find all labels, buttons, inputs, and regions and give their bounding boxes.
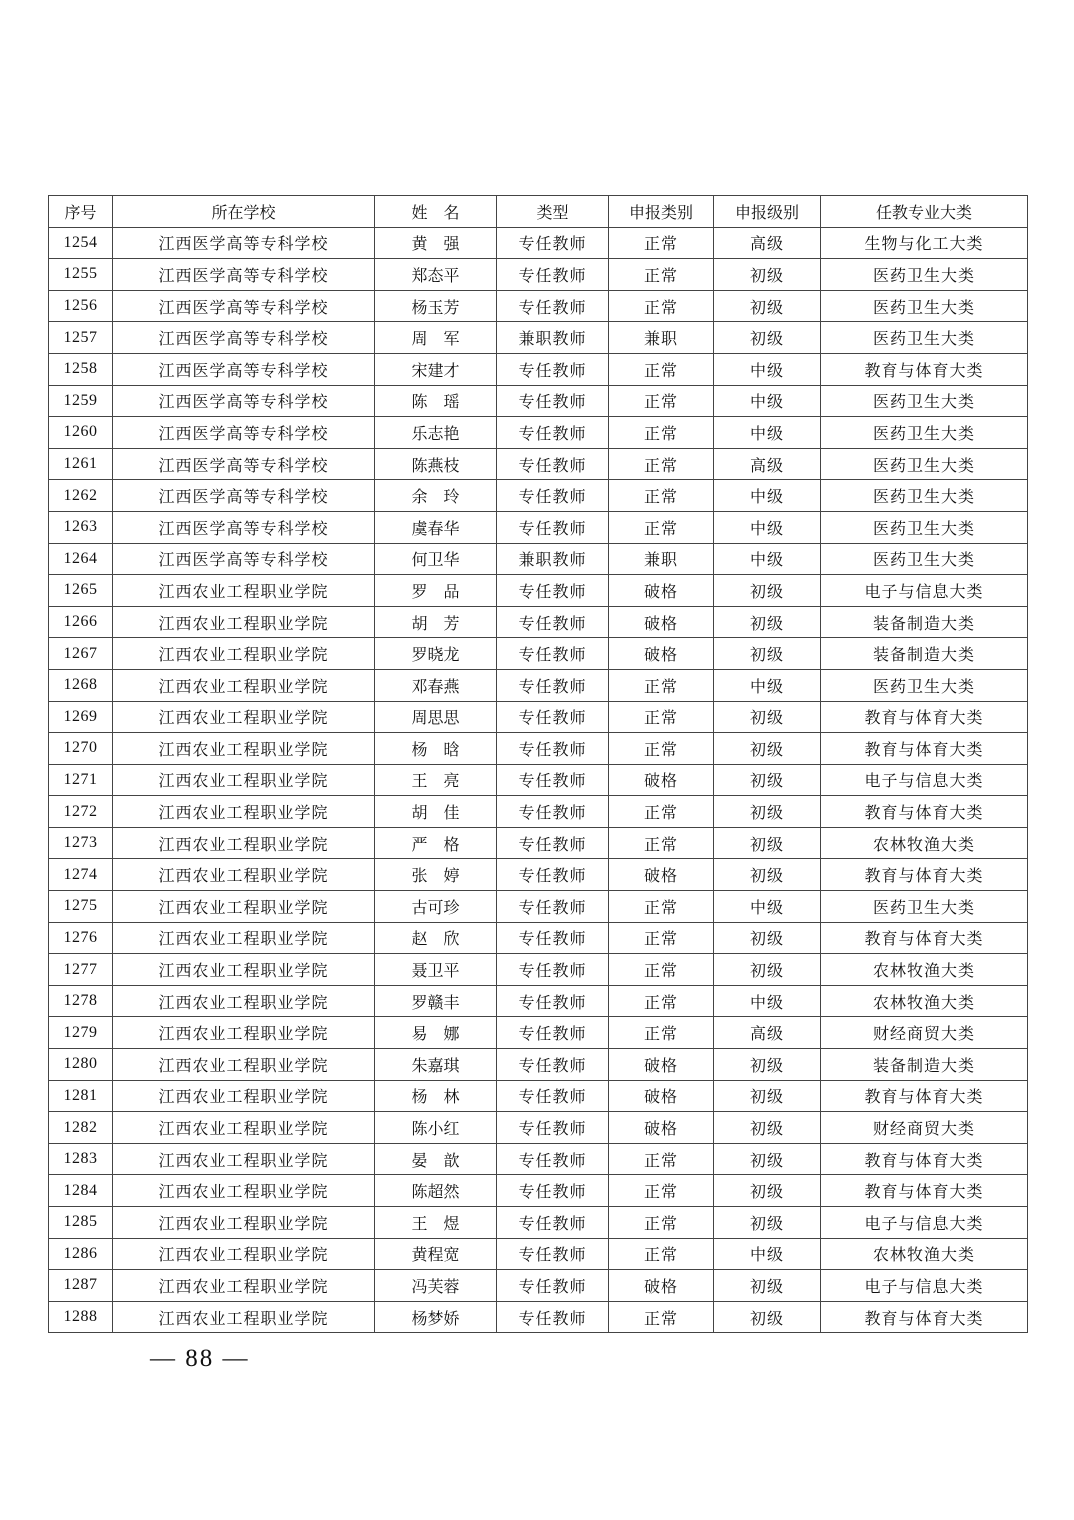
cell-apply-level: 初级 [714,290,821,322]
cell-type: 专任教师 [497,417,609,449]
cell-apply-category: 破格 [609,764,714,796]
cell-name: 聂卫平 [375,954,497,986]
table-row [49,290,1028,322]
cell-school: 江西农业工程职业学院 [113,669,375,701]
cell-seq: 1261 [49,448,113,480]
cell-major-category: 电子与信息大类 [821,1207,1028,1239]
cell-major-category: 教育与体育大类 [821,1175,1028,1207]
cell-seq: 1273 [49,827,113,859]
cell-school: 江西医学高等专科学校 [113,290,375,322]
header-major-category: 任教专业大类 [821,196,1028,228]
cell-apply-category: 兼职 [609,322,714,354]
cell-apply-level: 初级 [714,1080,821,1112]
cell-name: 邓春燕 [375,669,497,701]
cell-apply-level: 高级 [714,448,821,480]
table-row [49,227,1028,259]
cell-seq: 1263 [49,511,113,543]
cell-school: 江西农业工程职业学院 [113,796,375,828]
cell-major-category: 教育与体育大类 [821,1080,1028,1112]
cell-seq: 1287 [49,1270,113,1302]
cell-type: 专任教师 [497,290,609,322]
table-row [49,1112,1028,1144]
cell-seq: 1284 [49,1175,113,1207]
cell-school: 江西医学高等专科学校 [113,480,375,512]
cell-type: 专任教师 [497,827,609,859]
cell-name: 王 煜 [375,1207,497,1239]
cell-seq: 1267 [49,638,113,670]
cell-seq: 1274 [49,859,113,891]
cell-apply-category: 正常 [609,796,714,828]
table-row [49,417,1028,449]
header-seq: 序号 [49,196,113,228]
cell-school: 江西医学高等专科学校 [113,322,375,354]
cell-type: 专任教师 [497,480,609,512]
cell-name: 杨 晗 [375,733,497,765]
cell-name: 杨梦娇 [375,1301,497,1333]
cell-apply-category: 正常 [609,669,714,701]
cell-major-category: 农林牧渔大类 [821,1238,1028,1270]
cell-seq: 1264 [49,543,113,575]
table-row [49,385,1028,417]
cell-school: 江西农业工程职业学院 [113,701,375,733]
cell-major-category: 医药卫生大类 [821,448,1028,480]
cell-school: 江西农业工程职业学院 [113,606,375,638]
cell-type: 专任教师 [497,1080,609,1112]
cell-apply-category: 正常 [609,511,714,543]
cell-name: 罗赣丰 [375,985,497,1017]
table-row [49,1175,1028,1207]
cell-seq: 1276 [49,922,113,954]
cell-apply-category: 正常 [609,922,714,954]
cell-school: 江西医学高等专科学校 [113,259,375,291]
cell-school: 江西农业工程职业学院 [113,733,375,765]
table-row [49,985,1028,1017]
cell-school: 江西农业工程职业学院 [113,891,375,923]
cell-type: 专任教师 [497,922,609,954]
cell-type: 专任教师 [497,733,609,765]
table-row [49,575,1028,607]
cell-type: 专任教师 [497,353,609,385]
table-row [49,859,1028,891]
cell-seq: 1285 [49,1207,113,1239]
cell-major-category: 装备制造大类 [821,638,1028,670]
cell-name: 余 玲 [375,480,497,512]
cell-school: 江西农业工程职业学院 [113,827,375,859]
cell-type: 专任教师 [497,1270,609,1302]
header-type: 类型 [497,196,609,228]
cell-apply-level: 中级 [714,511,821,543]
table-row [49,1017,1028,1049]
cell-major-category: 农林牧渔大类 [821,954,1028,986]
cell-apply-category: 正常 [609,1175,714,1207]
cell-name: 罗晓龙 [375,638,497,670]
cell-major-category: 财经商贸大类 [821,1017,1028,1049]
cell-type: 兼职教师 [497,543,609,575]
cell-apply-category: 正常 [609,1017,714,1049]
cell-apply-level: 初级 [714,859,821,891]
cell-type: 专任教师 [497,1112,609,1144]
cell-name: 周思思 [375,701,497,733]
header-name: 姓 名 [375,196,497,228]
cell-apply-level: 初级 [714,954,821,986]
cell-apply-level: 中级 [714,417,821,449]
table-row [49,922,1028,954]
cell-apply-category: 破格 [609,606,714,638]
cell-apply-category: 正常 [609,985,714,1017]
cell-type: 专任教师 [497,385,609,417]
cell-school: 江西医学高等专科学校 [113,353,375,385]
cell-seq: 1265 [49,575,113,607]
cell-apply-level: 初级 [714,764,821,796]
cell-major-category: 装备制造大类 [821,1049,1028,1081]
cell-major-category: 装备制造大类 [821,606,1028,638]
cell-apply-level: 中级 [714,985,821,1017]
cell-apply-level: 初级 [714,827,821,859]
cell-seq: 1270 [49,733,113,765]
header-apply-category: 申报类别 [609,196,714,228]
roster-table [48,195,1028,1333]
cell-school: 江西医学高等专科学校 [113,417,375,449]
cell-apply-level: 中级 [714,891,821,923]
cell-apply-level: 初级 [714,575,821,607]
cell-seq: 1277 [49,954,113,986]
cell-major-category: 农林牧渔大类 [821,985,1028,1017]
cell-apply-category: 正常 [609,417,714,449]
cell-type: 专任教师 [497,638,609,670]
cell-name: 黄程宽 [375,1238,497,1270]
cell-name: 严 格 [375,827,497,859]
cell-major-category: 电子与信息大类 [821,575,1028,607]
cell-school: 江西农业工程职业学院 [113,764,375,796]
cell-name: 周 军 [375,322,497,354]
cell-apply-category: 正常 [609,448,714,480]
cell-seq: 1280 [49,1049,113,1081]
cell-type: 专任教师 [497,764,609,796]
table-row [49,1080,1028,1112]
cell-name: 杨玉芳 [375,290,497,322]
cell-name: 晏 歆 [375,1143,497,1175]
table-row [49,891,1028,923]
table-row [49,259,1028,291]
cell-apply-category: 正常 [609,891,714,923]
cell-apply-level: 高级 [714,1017,821,1049]
cell-seq: 1275 [49,891,113,923]
cell-name: 张 婷 [375,859,497,891]
table-row [49,764,1028,796]
cell-apply-level: 高级 [714,227,821,259]
cell-type: 专任教师 [497,448,609,480]
cell-seq: 1271 [49,764,113,796]
cell-apply-category: 正常 [609,733,714,765]
table-row [49,1049,1028,1081]
table-row [49,1301,1028,1333]
cell-name: 朱嘉琪 [375,1049,497,1081]
cell-school: 江西农业工程职业学院 [113,922,375,954]
cell-apply-level: 初级 [714,701,821,733]
cell-type: 专任教师 [497,1175,609,1207]
cell-seq: 1269 [49,701,113,733]
table-row [49,827,1028,859]
cell-apply-level: 初级 [714,796,821,828]
cell-apply-category: 正常 [609,1143,714,1175]
page-number: — 88 — [150,1345,250,1372]
table-row [49,353,1028,385]
cell-type: 专任教师 [497,796,609,828]
table-row [49,322,1028,354]
cell-apply-category: 正常 [609,290,714,322]
cell-type: 专任教师 [497,1301,609,1333]
cell-school: 江西农业工程职业学院 [113,1175,375,1207]
cell-apply-level: 初级 [714,638,821,670]
cell-major-category: 教育与体育大类 [821,796,1028,828]
cell-apply-category: 破格 [609,1112,714,1144]
cell-type: 专任教师 [497,891,609,923]
cell-major-category: 医药卫生大类 [821,511,1028,543]
cell-apply-category: 正常 [609,1207,714,1239]
cell-type: 专任教师 [497,1143,609,1175]
cell-major-category: 教育与体育大类 [821,1143,1028,1175]
table-header [49,196,1028,228]
cell-major-category: 医药卫生大类 [821,259,1028,291]
cell-name: 陈小红 [375,1112,497,1144]
cell-apply-level: 初级 [714,1143,821,1175]
cell-major-category: 医药卫生大类 [821,891,1028,923]
cell-apply-category: 兼职 [609,543,714,575]
cell-type: 专任教师 [497,1238,609,1270]
cell-type: 专任教师 [497,954,609,986]
cell-school: 江西医学高等专科学校 [113,385,375,417]
cell-apply-level: 初级 [714,259,821,291]
cell-type: 专任教师 [497,1017,609,1049]
header-apply-level: 申报级别 [714,196,821,228]
cell-name: 陈超然 [375,1175,497,1207]
cell-apply-category: 破格 [609,1080,714,1112]
cell-seq: 1286 [49,1238,113,1270]
cell-apply-level: 中级 [714,353,821,385]
cell-apply-category: 正常 [609,827,714,859]
cell-school: 江西农业工程职业学院 [113,1143,375,1175]
cell-apply-category: 正常 [609,259,714,291]
cell-apply-category: 破格 [609,859,714,891]
cell-seq: 1262 [49,480,113,512]
cell-school: 江西医学高等专科学校 [113,543,375,575]
cell-name: 黄 强 [375,227,497,259]
table-row [49,1270,1028,1302]
cell-school: 江西农业工程职业学院 [113,859,375,891]
cell-seq: 1257 [49,322,113,354]
cell-major-category: 教育与体育大类 [821,701,1028,733]
cell-seq: 1278 [49,985,113,1017]
cell-seq: 1255 [49,259,113,291]
cell-major-category: 教育与体育大类 [821,922,1028,954]
cell-major-category: 教育与体育大类 [821,859,1028,891]
cell-seq: 1258 [49,353,113,385]
cell-apply-category: 正常 [609,385,714,417]
cell-seq: 1279 [49,1017,113,1049]
cell-name: 杨 林 [375,1080,497,1112]
cell-apply-level: 初级 [714,1112,821,1144]
cell-apply-category: 正常 [609,1301,714,1333]
cell-type: 专任教师 [497,259,609,291]
cell-school: 江西农业工程职业学院 [113,985,375,1017]
cell-apply-category: 破格 [609,1270,714,1302]
cell-type: 专任教师 [497,1049,609,1081]
cell-apply-category: 破格 [609,575,714,607]
cell-major-category: 电子与信息大类 [821,764,1028,796]
cell-type: 兼职教师 [497,322,609,354]
cell-name: 冯芙蓉 [375,1270,497,1302]
cell-name: 易 娜 [375,1017,497,1049]
cell-apply-level: 初级 [714,922,821,954]
cell-type: 专任教师 [497,985,609,1017]
table-row [49,701,1028,733]
cell-major-category: 医药卫生大类 [821,322,1028,354]
cell-seq: 1268 [49,669,113,701]
cell-name: 陈 瑶 [375,385,497,417]
cell-apply-level: 初级 [714,733,821,765]
cell-major-category: 财经商贸大类 [821,1112,1028,1144]
cell-seq: 1281 [49,1080,113,1112]
cell-apply-category: 正常 [609,1238,714,1270]
cell-name: 赵 欣 [375,922,497,954]
table-row [49,480,1028,512]
table-row [49,511,1028,543]
cell-apply-category: 正常 [609,701,714,733]
cell-apply-level: 初级 [714,1270,821,1302]
table-row [49,1238,1028,1270]
header-school: 所在学校 [113,196,375,228]
cell-seq: 1288 [49,1301,113,1333]
cell-apply-category: 破格 [609,638,714,670]
table-row [49,638,1028,670]
table-row [49,669,1028,701]
cell-name: 郑态平 [375,259,497,291]
cell-major-category: 电子与信息大类 [821,1270,1028,1302]
cell-name: 王 亮 [375,764,497,796]
cell-major-category: 生物与化工大类 [821,227,1028,259]
cell-major-category: 医药卫生大类 [821,669,1028,701]
cell-school: 江西医学高等专科学校 [113,448,375,480]
cell-apply-category: 正常 [609,954,714,986]
cell-major-category: 医药卫生大类 [821,385,1028,417]
cell-seq: 1283 [49,1143,113,1175]
cell-name: 乐志艳 [375,417,497,449]
cell-type: 专任教师 [497,575,609,607]
cell-name: 陈燕枝 [375,448,497,480]
cell-major-category: 医药卫生大类 [821,480,1028,512]
header-row [49,196,1028,228]
cell-major-category: 教育与体育大类 [821,353,1028,385]
cell-type: 专任教师 [497,669,609,701]
table-row [49,1143,1028,1175]
cell-major-category: 医药卫生大类 [821,417,1028,449]
cell-apply-category: 正常 [609,353,714,385]
cell-apply-level: 中级 [714,543,821,575]
cell-name: 胡 佳 [375,796,497,828]
cell-apply-level: 初级 [714,606,821,638]
cell-type: 专任教师 [497,606,609,638]
table-row [49,796,1028,828]
cell-school: 江西医学高等专科学校 [113,511,375,543]
cell-school: 江西农业工程职业学院 [113,1112,375,1144]
cell-apply-category: 正常 [609,480,714,512]
cell-type: 专任教师 [497,511,609,543]
cell-school: 江西农业工程职业学院 [113,1238,375,1270]
cell-school: 江西农业工程职业学院 [113,1080,375,1112]
table-row [49,448,1028,480]
cell-seq: 1272 [49,796,113,828]
cell-apply-level: 中级 [714,480,821,512]
cell-school: 江西农业工程职业学院 [113,1017,375,1049]
cell-seq: 1282 [49,1112,113,1144]
table-body [49,227,1028,1333]
cell-apply-level: 初级 [714,1301,821,1333]
cell-type: 专任教师 [497,701,609,733]
cell-school: 江西农业工程职业学院 [113,638,375,670]
cell-type: 专任教师 [497,227,609,259]
table-row [49,1207,1028,1239]
cell-type: 专任教师 [497,1207,609,1239]
cell-major-category: 医药卫生大类 [821,290,1028,322]
cell-name: 罗 品 [375,575,497,607]
cell-school: 江西农业工程职业学院 [113,1301,375,1333]
cell-school: 江西医学高等专科学校 [113,227,375,259]
cell-school: 江西农业工程职业学院 [113,1207,375,1239]
cell-type: 专任教师 [497,859,609,891]
cell-name: 胡 芳 [375,606,497,638]
cell-seq: 1254 [49,227,113,259]
cell-major-category: 教育与体育大类 [821,733,1028,765]
cell-name: 虞春华 [375,511,497,543]
cell-apply-level: 中级 [714,1238,821,1270]
cell-apply-level: 初级 [714,322,821,354]
cell-name: 宋建才 [375,353,497,385]
cell-apply-category: 正常 [609,227,714,259]
cell-seq: 1259 [49,385,113,417]
table-row [49,954,1028,986]
cell-name: 古可珍 [375,891,497,923]
cell-apply-level: 初级 [714,1207,821,1239]
cell-school: 江西农业工程职业学院 [113,954,375,986]
cell-school: 江西农业工程职业学院 [113,1270,375,1302]
cell-school: 江西农业工程职业学院 [113,1049,375,1081]
cell-apply-level: 中级 [714,385,821,417]
cell-seq: 1266 [49,606,113,638]
table-row [49,606,1028,638]
cell-apply-level: 初级 [714,1175,821,1207]
cell-apply-level: 中级 [714,669,821,701]
table-row [49,733,1028,765]
table-row [49,543,1028,575]
cell-major-category: 教育与体育大类 [821,1301,1028,1333]
cell-school: 江西农业工程职业学院 [113,575,375,607]
cell-apply-level: 初级 [714,1049,821,1081]
cell-name: 何卫华 [375,543,497,575]
cell-seq: 1260 [49,417,113,449]
cell-seq: 1256 [49,290,113,322]
cell-apply-category: 破格 [609,1049,714,1081]
cell-major-category: 医药卫生大类 [821,543,1028,575]
cell-major-category: 农林牧渔大类 [821,827,1028,859]
